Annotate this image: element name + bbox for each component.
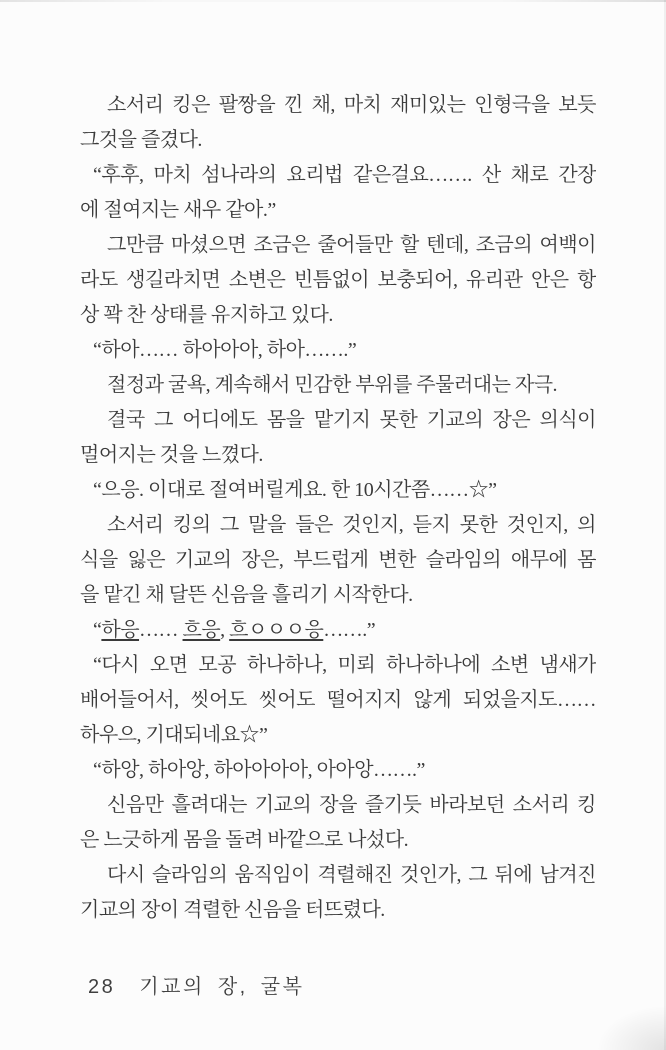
text-line bbox=[80, 613, 596, 648]
text-line bbox=[80, 473, 596, 508]
text-segment: 소서리 킹은 팔짱을 낀 채, 마치 재미있는 인형극을 보듯 bbox=[107, 94, 596, 116]
text-segment: 신음만 흘려대는 기교의 장을 즐기듯 바라보던 소서리 킹 bbox=[107, 794, 596, 816]
text-line bbox=[80, 228, 596, 263]
text-line bbox=[80, 263, 596, 298]
text-line bbox=[80, 158, 596, 193]
text-segment: 기교의 장이 격렬한 신음을 터뜨렸다. bbox=[80, 899, 385, 921]
text-segment: …….” bbox=[323, 619, 376, 641]
text-segment: “후후, 마치 섬나라의 요리법 같은걸요……. 산 채로 간장 bbox=[93, 164, 596, 186]
underlined-text: 하응 bbox=[101, 619, 140, 641]
text-line bbox=[80, 753, 596, 788]
text-line bbox=[80, 368, 596, 403]
text-segment: 결국 그 어디에도 몸을 맡기지 못한 기교의 장은 의식이 bbox=[107, 409, 596, 431]
text-line bbox=[80, 403, 596, 438]
page-footer bbox=[88, 970, 304, 999]
text-segment: “ bbox=[93, 619, 102, 641]
underlined-text: 흐응 bbox=[182, 619, 221, 641]
text-segment: 배어들어서, 씻어도 씻어도 떨어지지 않게 되었을지도…… bbox=[80, 689, 596, 711]
text-line bbox=[80, 893, 596, 928]
text-line bbox=[80, 438, 596, 473]
text-segment: 그것을 즐겼다. bbox=[80, 129, 202, 151]
text-segment: 다시 슬라임의 움직임이 격렬해진 것인가, 그 뒤에 남겨진 bbox=[107, 864, 596, 886]
chapter-title: 기교의 장, 굴복 bbox=[139, 976, 305, 998]
text-line bbox=[80, 508, 596, 543]
text-line bbox=[80, 123, 596, 158]
text-segment: 절정과 굴욕, 계속해서 민감한 부위를 주물러대는 자극. bbox=[107, 374, 558, 396]
text-line bbox=[80, 683, 596, 718]
text-segment: 하우으, 기대되네요☆” bbox=[80, 724, 268, 746]
text-line bbox=[80, 823, 596, 858]
text-block bbox=[80, 88, 596, 928]
text-segment: 은 느긋하게 몸을 돌려 바깥으로 나섰다. bbox=[80, 829, 409, 851]
text-segment: 에 절여지는 새우 같아.” bbox=[80, 199, 276, 221]
text-segment: 소서리 킹의 그 말을 들은 것인지, 듣지 못한 것인지, 의 bbox=[107, 514, 596, 536]
text-segment: 멀어지는 것을 느꼈다. bbox=[80, 444, 263, 466]
text-line bbox=[80, 718, 596, 753]
text-segment: “하앙, 하아앙, 하아아아아, 아아앙…….” bbox=[93, 759, 425, 781]
scan-corner-shadow bbox=[596, 1005, 666, 1050]
text-segment: “다시 오면 모공 하나하나, 미뢰 하나하나에 소변 냄새가 bbox=[93, 654, 596, 676]
text-line bbox=[80, 193, 596, 228]
text-segment: 그만큼 마셨으면 조금은 줄어들만 할 텐데, 조금의 여백이 bbox=[107, 234, 596, 256]
text-segment: …… bbox=[139, 619, 183, 641]
text-line bbox=[80, 788, 596, 823]
text-segment: 라도 생길라치면 소변은 빈틈없이 보충되어, 유리관 안은 항 bbox=[80, 269, 596, 291]
text-line bbox=[80, 858, 596, 893]
text-segment: , bbox=[220, 619, 230, 641]
text-segment: “으응. 이대로 절여버릴게요. 한 10시간쯤……☆” bbox=[93, 479, 497, 501]
text-segment: 상 꽉 찬 상태를 유지하고 있다. bbox=[80, 304, 333, 326]
text-segment: “하아…… 하아아아, 하아…….” bbox=[93, 339, 357, 361]
text-line bbox=[80, 543, 596, 578]
text-line bbox=[80, 298, 596, 333]
text-segment: 식을 잃은 기교의 장은, 부드럽게 변한 슬라임의 애무에 몸 bbox=[80, 549, 596, 571]
underlined-text: 흐ㅇㅇㅇ응 bbox=[229, 619, 324, 641]
text-segment: 을 맡긴 채 달뜬 신음을 흘리기 시작한다. bbox=[80, 584, 413, 606]
text-line bbox=[80, 333, 596, 368]
page-number: 28 bbox=[88, 976, 116, 998]
scan-edge-shadow-top bbox=[0, 0, 666, 2]
text-line bbox=[80, 578, 596, 613]
text-line bbox=[80, 648, 596, 683]
text-line bbox=[80, 88, 596, 123]
